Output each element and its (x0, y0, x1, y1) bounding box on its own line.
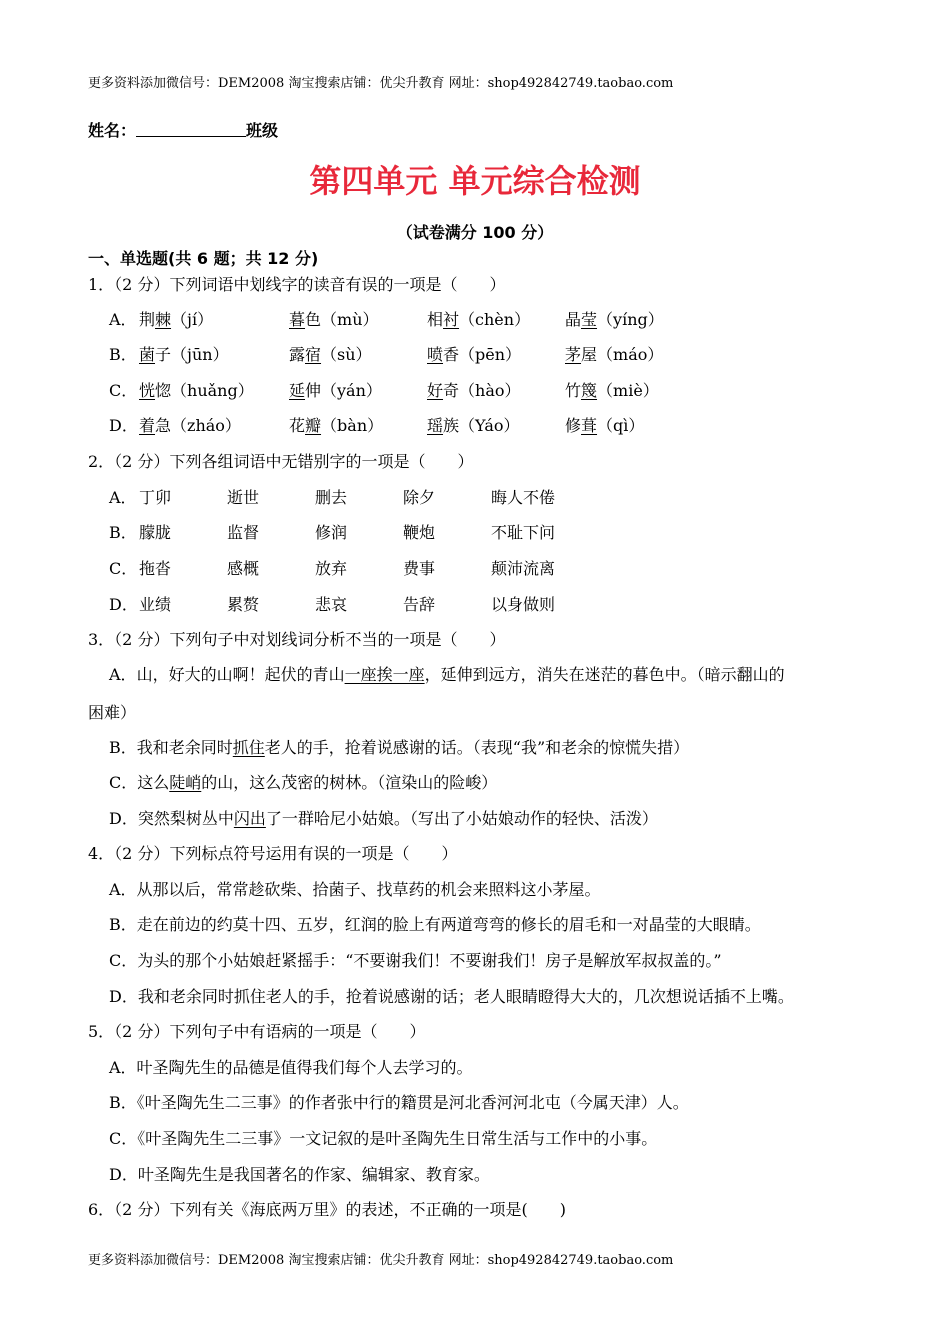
q5-option-a: A．叶圣陶先生的品德是值得我们每个人去学习的。 (109, 1058, 473, 1077)
word-item: 颠沛流离 (491, 559, 556, 578)
word-item: 除夕 (403, 488, 436, 507)
word-item: 告辞 (403, 595, 436, 614)
q3-option-b: B．我和老余同时抓住老人的手，抢着说感谢的话。（表现“我”和老余的惊慌失措） (109, 738, 690, 757)
q3-option-a: A．山，好大的山啊！起伏的青山一座挨一座，延伸到远方，消失在迷茫的暮色中。（暗示翻山的 (109, 665, 785, 684)
q3-option-d: D．突然梨树丛中闪出了一群哈尼小姑娘。（写出了小姑娘动作的轻快、活泼） (109, 809, 658, 828)
word-item: 着急（zháo） (139, 416, 241, 435)
page-footer: 更多资料添加微信号：DEM2008 淘宝搜索店铺：优尖升教育 网址：shop492842749.taobao.com (88, 1253, 674, 1268)
option-label: D． (109, 595, 138, 614)
word-item: 露宿（sù） (289, 345, 372, 364)
q3-option-c: C．这么陡峭的山，这么茂密的树林。（渲染山的险峻） (109, 773, 498, 792)
q4-option-c: C．为头的那个小姑娘赶紧摇手：“不要谢我们！不要谢我们！房子是解放军叔叔盖的。” (109, 951, 722, 970)
word-item: 恍惚（huǎng） (139, 381, 254, 400)
word-item: 监督 (227, 523, 260, 542)
word-item: 悲哀 (315, 595, 348, 614)
page-title: 第四单元 单元综合检测 (309, 162, 641, 200)
word-item: 暮色（mù） (289, 310, 379, 329)
q5-stem: 5．（2 分）下列句子中有语病的一项是（ ） (88, 1022, 426, 1041)
word-item: 晶莹（yíng） (565, 310, 664, 329)
name-blank (136, 122, 246, 137)
q6-stem: 6．（2 分）下列有关《海底两万里》的表述，不正确的一项是( ) (88, 1200, 566, 1219)
q2-stem: 2．（2 分）下列各组词语中无错别字的一项是（ ） (88, 452, 474, 471)
page-subtitle: （试卷满分 100 分） (396, 223, 554, 242)
q5-option-b: B．《叶圣陶先生二三事》的作者张中行的籍贯是河北香河河北屯（今属天津）人。 (109, 1093, 689, 1112)
word-item: 花瓣（bàn） (289, 416, 384, 435)
q3-option-a-continued: 困难） (88, 703, 137, 722)
word-item: 以身做则 (491, 595, 556, 614)
q4-option-d: D．我和老余同时抓住老人的手，抢着说感谢的话；老人眼睛瞪得大大的，几次想说话插不上嘴。 (109, 987, 794, 1006)
word-item: 修葺（qì） (565, 416, 645, 435)
word-item: 喷香（pēn） (427, 345, 522, 364)
page-header: 更多资料添加微信号：DEM2008 淘宝搜索店铺：优尖升教育 网址：shop492842749.taobao.com (88, 76, 674, 91)
q5-option-d: D．叶圣陶先生是我国著名的作家、编辑家、教育家。 (109, 1165, 490, 1184)
word-item: 晦人不倦 (491, 488, 556, 507)
word-item: 鞭炮 (403, 523, 436, 542)
word-item: 放弃 (315, 559, 348, 578)
q1-stem: 1．（2 分）下列词语中划线字的读音有误的一项是（ ） (88, 275, 506, 294)
word-item: 拖沓 (139, 559, 172, 578)
word-item: 业绩 (139, 595, 172, 614)
option-label: D． (109, 416, 138, 435)
q3-stem: 3．（2 分）下列句子中对划线词分析不当的一项是（ ） (88, 630, 506, 649)
word-item: 菌子（jūn） (139, 345, 229, 364)
option-label: B． (109, 345, 137, 364)
option-label: A． (109, 310, 137, 329)
word-item: 删去 (315, 488, 348, 507)
q5-option-c: C．《叶圣陶先生二三事》一文记叙的是叶圣陶先生日常生活与工作中的小事。 (109, 1129, 658, 1148)
word-item: 逝世 (227, 488, 260, 507)
word-item: 荆棘（jí） (139, 310, 214, 329)
option-label: C． (109, 381, 138, 400)
word-item: 累赘 (227, 595, 260, 614)
student-info (88, 118, 278, 141)
class-label: 班级 (246, 121, 279, 140)
word-item: 朦胧 (139, 523, 172, 542)
q4-option-a: A．从那以后，常常趁砍柴、拾菌子、找草药的机会来照料这小茅屋。 (109, 880, 601, 899)
word-item: 茅屋（máo） (565, 345, 664, 364)
word-item: 瑶族（Yáo） (427, 416, 520, 435)
option-label: B． (109, 523, 137, 542)
word-item: 修润 (315, 523, 348, 542)
word-item: 丁卯 (139, 488, 172, 507)
name-label: 姓名： (88, 121, 137, 140)
option-label: A． (109, 488, 137, 507)
word-item: 延伸（yán） (289, 381, 382, 400)
option-label: C． (109, 559, 138, 578)
word-item: 相衬（chèn） (427, 310, 531, 329)
q4-stem: 4．（2 分）下列标点符号运用有误的一项是（ ） (88, 844, 458, 863)
word-item: 竹篾（miè） (565, 381, 659, 400)
word-item: 好奇（hào） (427, 381, 521, 400)
section-heading: 一、单选题(共 6 题；共 12 分) (88, 249, 319, 268)
q4-option-b: B．走在前边的约莫十四、五岁，红润的脸上有两道弯弯的修长的眉毛和一对晶莹的大眼睛。 (109, 915, 761, 934)
word-item: 感概 (227, 559, 260, 578)
word-item: 费事 (403, 559, 436, 578)
word-item: 不耻下问 (491, 523, 556, 542)
